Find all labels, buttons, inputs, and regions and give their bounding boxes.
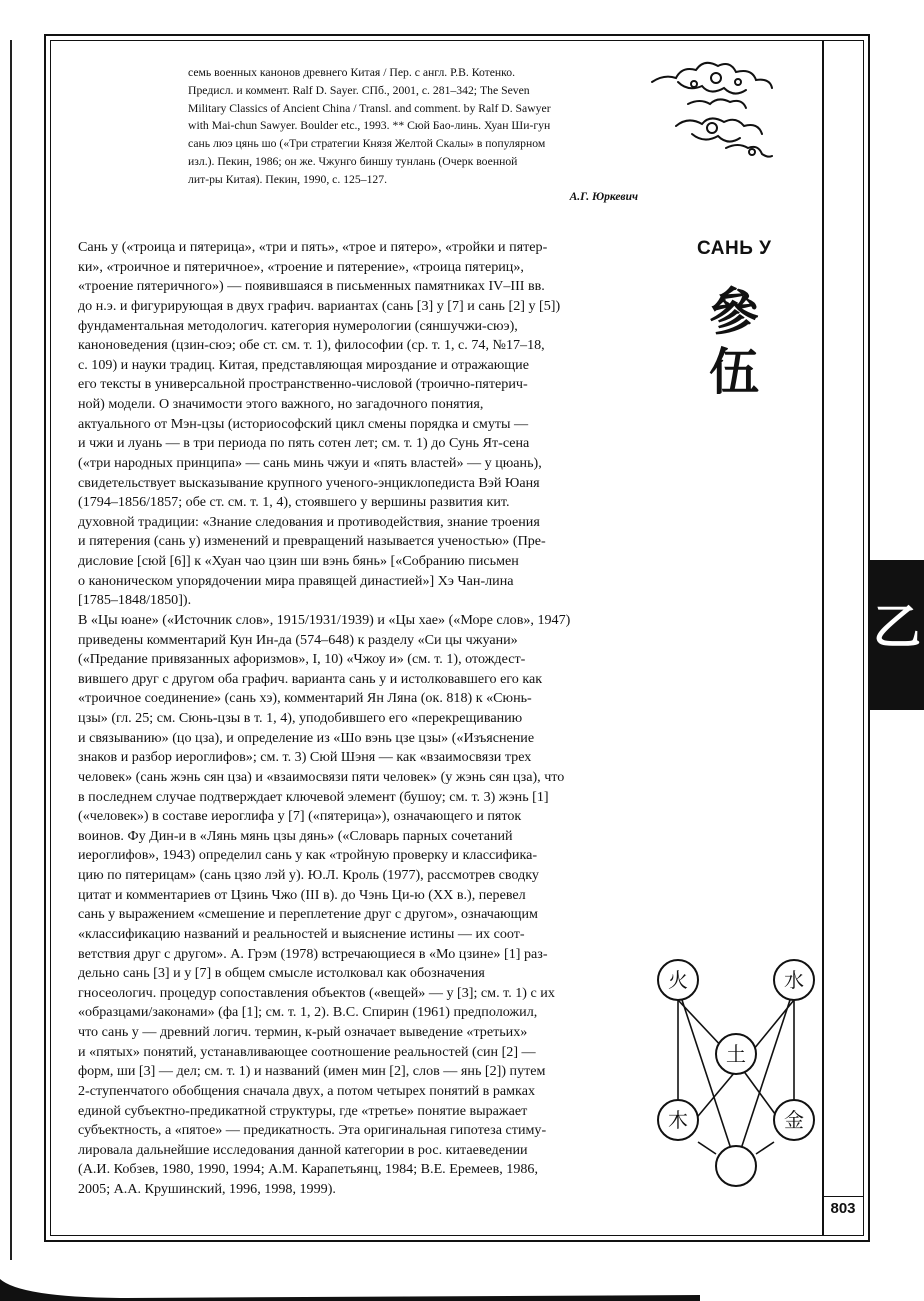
body-line: фундаментальная методологич. категория нумерологии (сяншучжи-сюэ), bbox=[78, 317, 518, 334]
body-line: актуального от Мэн-цзы (историософский цикл смены порядка и смуты — bbox=[78, 415, 529, 432]
earth-label: 土 bbox=[726, 1042, 746, 1066]
body-line: вившего друг с другом оба графич. варианта сань у и истолковавшего его как bbox=[78, 670, 543, 687]
body-line: и пятерения (сань у) изменений и превращений называется ученостью» (Пре- bbox=[78, 533, 546, 550]
headword-character-2: 伍 bbox=[709, 342, 759, 401]
body-line: («Предание привязанных афоризмов», I, 10) «Чжоу и» (см. т. 1), отождест- bbox=[78, 651, 526, 668]
body-line: до н.э. и фигурирующая в двух графич. вариантах (сань [3] у [7] и сань [2] у [5]) bbox=[78, 297, 561, 314]
entry-headword: САНЬ У bbox=[697, 238, 772, 259]
body-line: в последнем случае подтверждает ключевой элемент (бушоу; см. т. 3) жэнь [1] bbox=[78, 788, 549, 805]
headword-character-1: 參 bbox=[709, 282, 759, 341]
wood-label: 木 bbox=[668, 1108, 688, 1132]
body-line: «троение пятеричного») — появившаяся в письменных памятниках IV–III вв. bbox=[78, 278, 545, 295]
cloud-ornament-icon bbox=[648, 52, 776, 164]
body-line: свидетельствует высказывание крупного ученого-энциклопедиста Вэй Юаня bbox=[78, 474, 540, 491]
body-line: Сань у («троица и пятерица», «три и пять», «трое и пятеро», «тройки и пятер- bbox=[78, 239, 548, 255]
body-line: человек» (сань жэнь сян цза) и «взаимосвязи пяти человек» (у жэнь сян цза), что bbox=[78, 768, 565, 785]
fire-label: 火 bbox=[668, 968, 688, 992]
body-line: сань у выражением «смешение и переплетение друг с другом», означающим bbox=[78, 906, 538, 923]
body-line: знаков и разбор иероглифов»; см. т. 3) Сюй Шэня — как «взаимосвязи трех bbox=[78, 749, 532, 766]
body-line: каноноведения (цзин-сюэ; обе ст. см. т. 1), философии (ср. т. 1, с. 74, №17–18, bbox=[78, 337, 545, 354]
body-line: «классификацию названий и реальностей и выяснение истины — их соот- bbox=[78, 925, 525, 942]
body-line: иероглифов», 1943) определил сань у как «тройную проверку и классифика- bbox=[78, 847, 538, 864]
body-line: (А.И. Кобзев, 1980, 1990, 1994; А.М. Карапетьянц, 1984; В.Е. Еремеев, 1986, bbox=[78, 1161, 538, 1178]
center-bottom-node bbox=[716, 1146, 756, 1186]
scan-edge-line bbox=[10, 40, 12, 1260]
body-line: форм, ши [3] — дел; см. т. 1) и названий (имен мин [2], слов — янь [2]) путем bbox=[78, 1063, 546, 1080]
margin-rule bbox=[822, 40, 824, 1236]
page-number: 803 bbox=[830, 1200, 856, 1217]
body-line: гносеологич. процедур сопоставления объектов («вещей» — у [3]; см. т. 1) с их bbox=[78, 984, 555, 1001]
body-line: цию по пятерицам» (сань цзяо лэй у). Ю.Л. Кроль (1977), рассмотрев сводку bbox=[78, 867, 539, 883]
reference-line: семь военных канонов древнего Китая / Пер. с англ. Р.В. Котенко. bbox=[188, 66, 516, 79]
body-line: дельно сань [3] и у [7] в общем смысле истолковал как обозначения bbox=[78, 965, 485, 982]
reference-line: изл.). Пекин, 1986; он же. Чжунго биншу тунлань (Очерк военной bbox=[188, 154, 518, 168]
body-line: приведены комментарий Кун Ин-да (574–648) к разделу «Си цы чжуани» bbox=[78, 631, 518, 648]
metal-label: 金 bbox=[784, 1108, 804, 1132]
body-line: с. 109) и науки традиц. Китая, представляющая мироздание и отражающие bbox=[78, 356, 529, 373]
reference-line: Military Classics of Ancient China / Transl. and comment. by Ralf D. Sawyer bbox=[188, 101, 551, 115]
body-line: его тексты в универсальной пространственно-числовой (троично-пятерич- bbox=[78, 376, 528, 393]
body-line: и связыванию» (цо цза), и определение из «Шо вэнь цзе цзы» («Изъяснение bbox=[78, 729, 535, 746]
scan-bottom-edge bbox=[0, 1271, 700, 1301]
body-line: (1794–1856/1857; обе ст. см. т. 1, 4), стоявшего у вершины развития кит. bbox=[78, 494, 510, 511]
author-signature: А.Г. Юркевич bbox=[569, 190, 638, 203]
body-line: что сань у — древний логич. термин, к-рый означает выведение «третьих» bbox=[78, 1024, 528, 1040]
body-line: «образцами/законами» (фа [1]; см. т. 1, 2). В.С. Спирин (1961) предположил, bbox=[78, 1004, 538, 1021]
references-block bbox=[188, 64, 638, 206]
body-line: 2-ступенчатого обобщения сначала двух, а потом четырех понятий в рамках bbox=[78, 1082, 535, 1099]
body-line: В «Цы юане» («Источник слов», 1915/1931/1939) и «Цы хае» («Море слов», 1947) bbox=[78, 611, 571, 628]
five-elements-diagram bbox=[652, 952, 820, 1192]
body-line: цзы» (гл. 25; см. Сюнь-цзы в т. 1, 4), уподобившего его «перекрещиванию bbox=[78, 710, 523, 726]
body-line: лировала дальнейшие исследования данной категории в рос. китаеведении bbox=[78, 1141, 528, 1158]
body-line: духовной традиции: «Знание следования и противодействия, знание троения bbox=[78, 513, 540, 530]
body-line: единой субъектно-предикатной структуры, где «третье» понятие выражает bbox=[78, 1102, 528, 1119]
body-line: цитат и комментариев от Цзинь Чжо (III в). до Чэнь Ци-ю (XX в.), перевел bbox=[78, 886, 526, 903]
body-line: 2005; А.А. Крушинский, 1996, 1998, 1999). bbox=[78, 1181, 336, 1197]
body-line: и «пятых» понятий, устанавливающее соотношение реальностей (син [2] — bbox=[78, 1043, 536, 1060]
body-line: ной) модели. О значимости этого важного, но загадочного понятия, bbox=[78, 396, 484, 412]
body-line: ветствия друг с другом». А. Грэм (1978) встречающиеся в «Мо цзине» [1] раз- bbox=[78, 945, 548, 962]
body-line: о каноническом упорядочении мира правящей династией»] Хэ Чан-лина bbox=[78, 572, 514, 589]
body-line: и чжи и луань — в три периода по пять сотен лет; см. т. 1) до Сунь Ят-сена bbox=[78, 435, 530, 452]
entry-body bbox=[78, 238, 636, 1200]
reference-line: with Mai-chun Sawyer. Boulder etc., 1993. ** Сюй Бао-линь. Хуан Ши-гун bbox=[188, 119, 551, 133]
body-line: «троичное соединение» (сань хэ), комментарий Ян Ляна (ок. 818) к «Сюнь- bbox=[78, 690, 532, 707]
body-line: субъектность, а «пятое» — предикатность. Эта оригинальная гипотеза стиму- bbox=[78, 1122, 547, 1139]
reference-line: сань люэ цянь шо («Три стратегии Князя Желтой Скалы» в популярном bbox=[188, 137, 546, 151]
body-line: воинов. Фу Дин-и в «Лянь мянь цзы дянь» («Словарь парных сочетаний bbox=[78, 827, 513, 844]
body-line: ки», «троичное и пятеричное», «троение и пятерение», «троица пятериц», bbox=[78, 258, 524, 275]
water-label: 水 bbox=[784, 968, 804, 992]
body-line: («человек») в составе иероглифа у [7] («пятерица»), означающего и пяток bbox=[78, 808, 522, 825]
reference-line: лит-ры Китая). Пекин, 1990, с. 125–127. bbox=[188, 172, 388, 186]
body-line: [1785–1848/1850]). bbox=[78, 592, 192, 609]
section-tab-label: 乙 bbox=[872, 601, 921, 654]
body-line: («три народных принципа» — сань минь чжуи и «пять властей» — у цюань), bbox=[78, 454, 542, 471]
body-line: дисловие [сюй [6]] к «Хуан чао цзин ши вэнь бянь» [«Собранию письмен bbox=[78, 553, 519, 569]
reference-line: Предисл. и коммент. Ralf D. Sayer. СПб., 2001, с. 281–342; The Seven bbox=[188, 83, 530, 97]
